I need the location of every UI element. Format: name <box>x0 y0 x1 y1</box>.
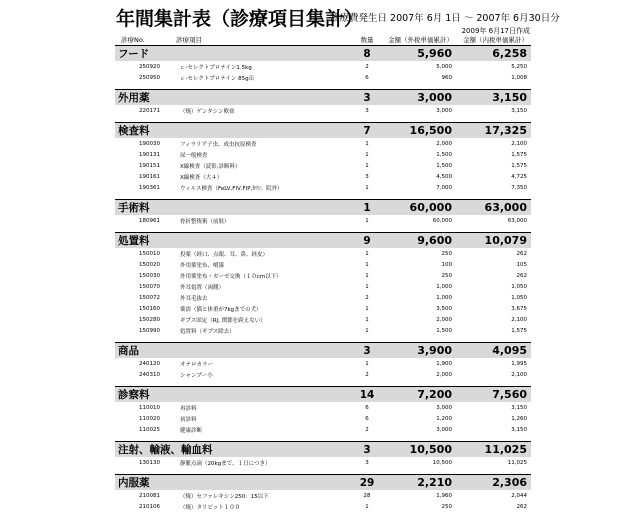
item-code: 150010 <box>115 248 170 259</box>
item-qty: 1 <box>353 314 381 325</box>
item-amount-in-tax: 1,575 <box>456 325 531 336</box>
category-amount-in-tax: 7,560 <box>456 387 531 403</box>
category-row <box>115 442 531 458</box>
item-qty: 1 <box>353 149 381 160</box>
item-qty: 1 <box>353 182 381 193</box>
col-header-qty: 数量 <box>353 33 381 46</box>
item-amount-in-tax: 2,100 <box>456 314 531 325</box>
item-name: 静脈点滴（20kgまで、１日につき） <box>170 457 353 468</box>
item-code: 220171 <box>115 105 170 116</box>
item-qty: 1 <box>353 281 381 292</box>
item-amount-ex-tax: 10,500 <box>381 457 456 468</box>
category-amount-ex-tax: 10,500 <box>381 442 456 458</box>
col-header-code: 診療No. <box>115 33 170 46</box>
item-qty: 1 <box>353 215 381 226</box>
item-qty: 2 <box>353 292 381 303</box>
item-qty: 1 <box>353 259 381 270</box>
item-amount-ex-tax: 100 <box>381 259 456 270</box>
item-name: 外用薬塗布・ガーゼ交換（１０cm以下） <box>170 270 353 281</box>
item-name: 健康診断 <box>170 424 353 435</box>
item-name: X線検査（大４） <box>170 171 353 182</box>
item-code: 210106 <box>115 501 170 512</box>
item-amount-in-tax: 1,050 <box>456 281 531 292</box>
category-qty: 1 <box>353 200 381 216</box>
item-amount-in-tax: 3,150 <box>456 402 531 413</box>
item-amount-in-tax: 1,575 <box>456 149 531 160</box>
category-amount-in-tax: 4,095 <box>456 343 531 359</box>
item-row <box>115 413 531 424</box>
item-row <box>115 457 531 468</box>
item-code: 250950 <box>115 72 170 83</box>
item-name: 薬浴（猫と体重が7kgまでの犬） <box>170 303 353 314</box>
item-qty: 3 <box>353 457 381 468</box>
item-row <box>115 358 531 369</box>
category-amount-in-tax: 6,258 <box>456 46 531 62</box>
item-code: 150990 <box>115 325 170 336</box>
item-qty: 1 <box>353 358 381 369</box>
category-name: 検査料 <box>115 123 353 139</box>
item-amount-ex-tax: 250 <box>381 270 456 281</box>
category-qty: 3 <box>353 442 381 458</box>
item-amount-in-tax: 2,100 <box>456 369 531 380</box>
item-amount-in-tax: 3,675 <box>456 303 531 314</box>
item-code: 150030 <box>115 270 170 281</box>
item-row <box>115 490 531 501</box>
item-code: 210081 <box>115 490 170 501</box>
item-amount-in-tax: 1,995 <box>456 358 531 369</box>
category-amount-ex-tax: 9,600 <box>381 233 456 249</box>
item-code: 150070 <box>115 281 170 292</box>
item-amount-in-tax: 2,044 <box>456 490 531 501</box>
category-name: 手術料 <box>115 200 353 216</box>
item-name: （焼）ゲンタシン軟膏 <box>170 105 353 116</box>
table-body <box>115 46 531 512</box>
item-code: 180961 <box>115 215 170 226</box>
item-row <box>115 171 531 182</box>
summary-table <box>115 33 531 512</box>
item-row <box>115 314 531 325</box>
item-amount-ex-tax: 3,000 <box>381 105 456 116</box>
category-amount-ex-tax: 2,210 <box>381 475 456 491</box>
item-row <box>115 369 531 380</box>
item-code: 150160 <box>115 303 170 314</box>
category-amount-ex-tax: 3,900 <box>381 343 456 359</box>
item-amount-ex-tax: 250 <box>381 248 456 259</box>
item-amount-ex-tax: 5,000 <box>381 61 456 72</box>
item-qty: 3 <box>353 105 381 116</box>
item-amount-in-tax: 262 <box>456 501 531 512</box>
category-row <box>115 46 531 62</box>
category-qty: 29 <box>353 475 381 491</box>
item-amount-ex-tax: 1,500 <box>381 325 456 336</box>
category-name: 内服薬 <box>115 475 353 491</box>
item-row <box>115 138 531 149</box>
category-amount-ex-tax: 7,200 <box>381 387 456 403</box>
item-qty: 1 <box>353 160 381 171</box>
item-code: 250920 <box>115 61 170 72</box>
item-qty: 6 <box>353 402 381 413</box>
item-amount-ex-tax: 3,500 <box>381 303 456 314</box>
item-name: X線検査（読影,診断料） <box>170 160 353 171</box>
category-amount-in-tax: 2,306 <box>456 475 531 491</box>
item-qty: 1 <box>353 501 381 512</box>
item-name: 初診料 <box>170 413 353 424</box>
item-code: 190131 <box>115 149 170 160</box>
item-qty: 2 <box>353 369 381 380</box>
item-name: 外耳処置（両側） <box>170 281 353 292</box>
category-row <box>115 475 531 491</box>
item-amount-in-tax: 3,150 <box>456 424 531 435</box>
category-amount-in-tax: 17,325 <box>456 123 531 139</box>
item-amount-ex-tax: 1,500 <box>381 149 456 160</box>
item-amount-in-tax: 262 <box>456 270 531 281</box>
item-amount-in-tax: 1,260 <box>456 413 531 424</box>
item-name: オテロカラー <box>170 358 353 369</box>
category-name: 診察料 <box>115 387 353 403</box>
item-qty: 28 <box>353 490 381 501</box>
category-name: 処置料 <box>115 233 353 249</box>
item-row <box>115 259 531 270</box>
category-amount-in-tax: 3,150 <box>456 90 531 106</box>
col-header-name: 診療項目 <box>170 33 353 46</box>
category-amount-in-tax: 11,025 <box>456 442 531 458</box>
category-qty: 8 <box>353 46 381 62</box>
item-qty: 2 <box>353 424 381 435</box>
category-row <box>115 233 531 249</box>
category-qty: 9 <box>353 233 381 249</box>
item-name: 尿一般検査 <box>170 149 353 160</box>
item-name: フィラリア子虫、成虫抗原検査 <box>170 138 353 149</box>
item-qty: 3 <box>353 171 381 182</box>
category-amount-ex-tax: 3,000 <box>381 90 456 106</box>
item-qty: 1 <box>353 248 381 259</box>
category-row <box>115 200 531 216</box>
item-code: 110020 <box>115 413 170 424</box>
item-name: 外用薬塗布、噴霧 <box>170 259 353 270</box>
item-row <box>115 215 531 226</box>
item-name: 投薬（経口、点眼、耳、鼻、経皮） <box>170 248 353 259</box>
item-row <box>115 292 531 303</box>
report-title: 年間集計表（診療項目集計） <box>116 4 363 31</box>
item-amount-in-tax: 105 <box>456 259 531 270</box>
item-code: 150020 <box>115 259 170 270</box>
item-name: 外耳毛抜去 <box>170 292 353 303</box>
category-qty: 7 <box>353 123 381 139</box>
item-name: シャンプー小 <box>170 369 353 380</box>
item-row <box>115 501 531 512</box>
item-qty: 1 <box>353 303 381 314</box>
item-amount-in-tax: 7,350 <box>456 182 531 193</box>
billing-period: 診療費発生日 2007年 6月 1日 〜 2007年 6月30日分 <box>330 10 560 24</box>
item-code: 150280 <box>115 314 170 325</box>
category-amount-ex-tax: 5,960 <box>381 46 456 62</box>
item-code: 130130 <box>115 457 170 468</box>
item-amount-ex-tax: 1,900 <box>381 358 456 369</box>
category-qty: 14 <box>353 387 381 403</box>
created-date: 2009年 6月17日作成 <box>462 26 530 36</box>
category-name: 外用薬 <box>115 90 353 106</box>
item-code: 240310 <box>115 369 170 380</box>
item-row <box>115 160 531 171</box>
item-amount-ex-tax: 3,000 <box>381 424 456 435</box>
item-name: 処置料（ギプス除去） <box>170 325 353 336</box>
category-amount-in-tax: 10,079 <box>456 233 531 249</box>
category-row <box>115 343 531 359</box>
item-amount-in-tax: 1,050 <box>456 292 531 303</box>
category-row <box>115 90 531 106</box>
item-row <box>115 303 531 314</box>
item-row <box>115 72 531 83</box>
item-qty: 2 <box>353 61 381 72</box>
table-header-row <box>115 33 531 46</box>
item-code: 110010 <box>115 402 170 413</box>
item-amount-ex-tax: 2,000 <box>381 138 456 149</box>
item-amount-ex-tax: 1,960 <box>381 490 456 501</box>
item-amount-in-tax: 1,008 <box>456 72 531 83</box>
item-amount-ex-tax: 960 <box>381 72 456 83</box>
item-amount-ex-tax: 1,000 <box>381 292 456 303</box>
item-amount-in-tax: 11,025 <box>456 457 531 468</box>
item-row <box>115 61 531 72</box>
item-code: 150072 <box>115 292 170 303</box>
item-code: 190361 <box>115 182 170 193</box>
item-amount-ex-tax: 4,500 <box>381 171 456 182</box>
item-name: ｃ-セレクトプロテイン 85g缶 <box>170 72 353 83</box>
item-code: 240120 <box>115 358 170 369</box>
item-amount-ex-tax: 2,000 <box>381 314 456 325</box>
item-amount-ex-tax: 1,200 <box>381 413 456 424</box>
category-name: 注射、輸液、輸血料 <box>115 442 353 458</box>
item-amount-ex-tax: 2,000 <box>381 369 456 380</box>
item-amount-ex-tax: 60,000 <box>381 215 456 226</box>
item-row <box>115 270 531 281</box>
item-code: 190030 <box>115 138 170 149</box>
item-amount-ex-tax: 7,000 <box>381 182 456 193</box>
item-name: 骨折整復術（前肢） <box>170 215 353 226</box>
item-name: ギプス固定（RJ, 関節を跨えない） <box>170 314 353 325</box>
item-amount-ex-tax: 1,500 <box>381 160 456 171</box>
category-name: 商品 <box>115 343 353 359</box>
item-code: 190161 <box>115 171 170 182</box>
item-amount-in-tax: 2,100 <box>456 138 531 149</box>
item-row <box>115 424 531 435</box>
item-qty: 6 <box>353 72 381 83</box>
item-code: 190151 <box>115 160 170 171</box>
item-qty: 1 <box>353 138 381 149</box>
category-row <box>115 123 531 139</box>
item-amount-in-tax: 63,000 <box>456 215 531 226</box>
item-name: ｃ-セレクトプロテイン1.5kg <box>170 61 353 72</box>
item-amount-ex-tax: 3,000 <box>381 402 456 413</box>
category-amount-ex-tax: 60,000 <box>381 200 456 216</box>
item-amount-in-tax: 262 <box>456 248 531 259</box>
item-row <box>115 402 531 413</box>
col-header-in-tax: 金額（内税単価累計） <box>456 33 531 46</box>
item-amount-in-tax: 4,725 <box>456 171 531 182</box>
category-row <box>115 387 531 403</box>
item-row <box>115 149 531 160</box>
item-row <box>115 182 531 193</box>
item-amount-in-tax: 3,150 <box>456 105 531 116</box>
category-qty: 3 <box>353 90 381 106</box>
item-amount-ex-tax: 250 <box>381 501 456 512</box>
item-qty: 6 <box>353 413 381 424</box>
col-header-ex-tax: 金額（外税単価累計） <box>381 33 456 46</box>
item-name: 再診料 <box>170 402 353 413</box>
item-amount-ex-tax: 1,000 <box>381 281 456 292</box>
item-row <box>115 281 531 292</box>
item-qty: 1 <box>353 325 381 336</box>
item-amount-in-tax: 1,575 <box>456 160 531 171</box>
item-row <box>115 325 531 336</box>
item-name: （焼）セファレキシン250：15以下 <box>170 490 353 501</box>
item-qty: 1 <box>353 270 381 281</box>
item-row <box>115 248 531 259</box>
category-amount-ex-tax: 16,500 <box>381 123 456 139</box>
item-row <box>115 105 531 116</box>
item-amount-in-tax: 5,250 <box>456 61 531 72</box>
item-name: ウィルス検査（FeLV,FIV,FIP,ｶﾘｼ；院外） <box>170 182 353 193</box>
category-amount-in-tax: 63,000 <box>456 200 531 216</box>
item-code: 110025 <box>115 424 170 435</box>
item-name: （焼）タリビット１００ <box>170 501 353 512</box>
category-qty: 3 <box>353 343 381 359</box>
category-name: フード <box>115 46 353 62</box>
